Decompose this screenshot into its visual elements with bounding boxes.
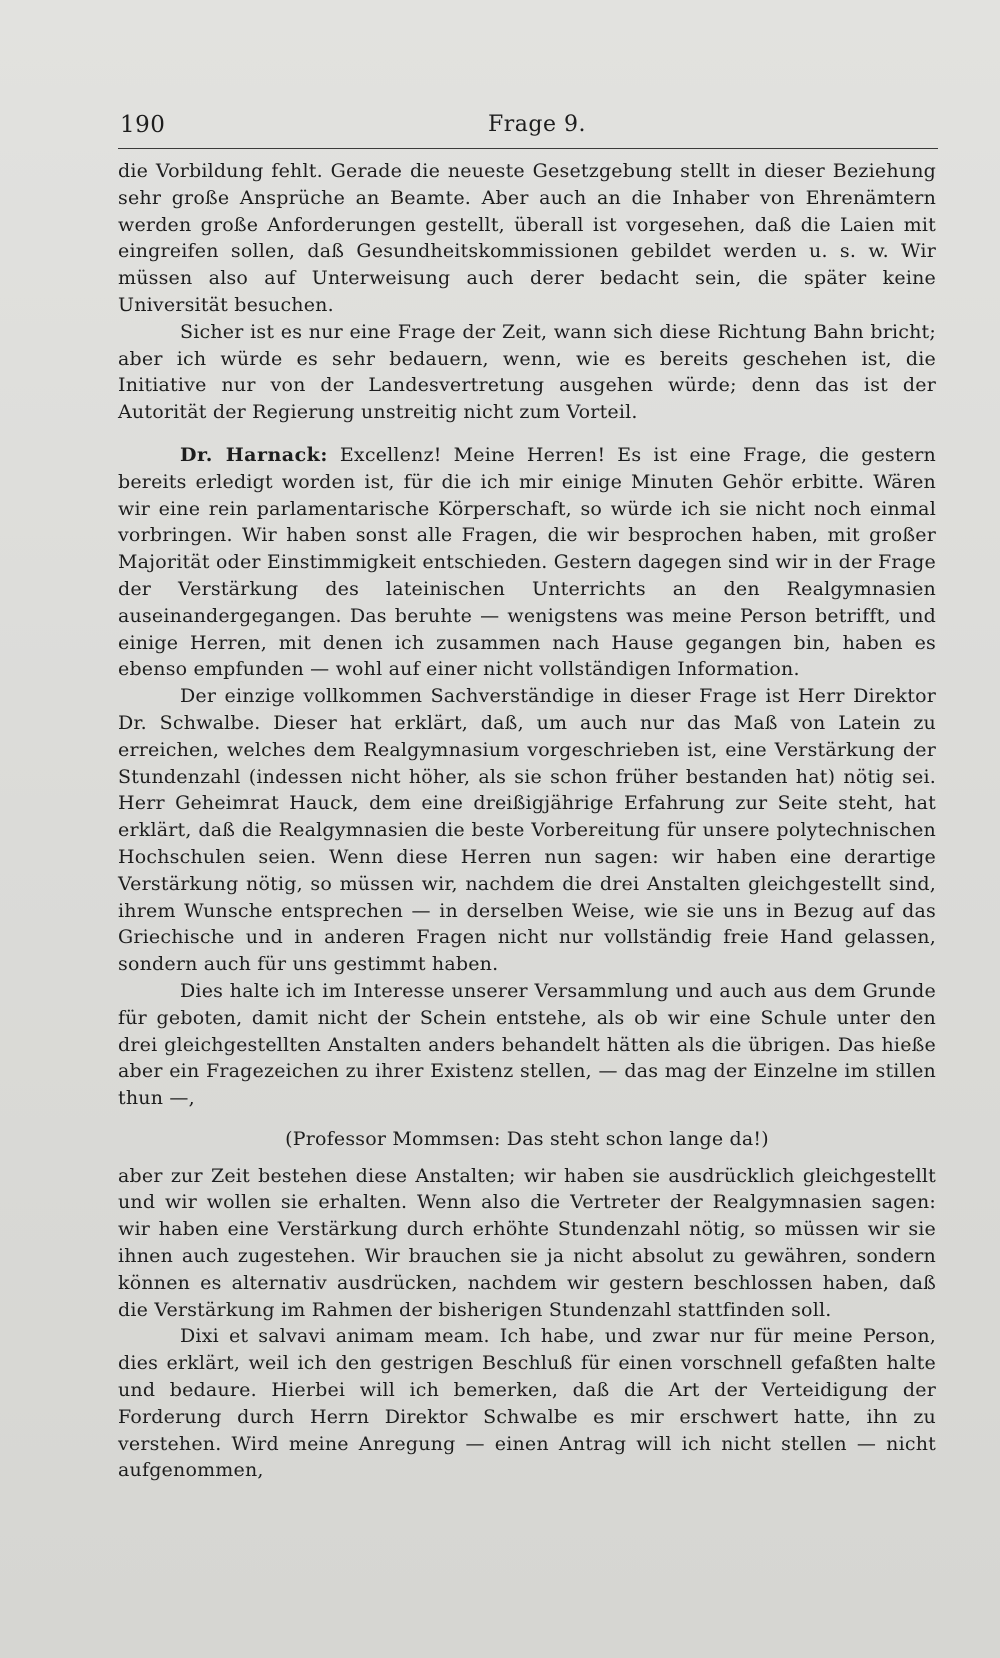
paragraph-1: die Vorbildung fehlt. Gerade die neueste Gesetzgebung stellt in dieser Beziehung sehr große Ansprüche an Beamte. Aber auch an die Inhaber von Ehrenämtern werden große Anforderungen gestellt, überall ist vorgesehen, daß die Laien mit eingreifen sollen, daß Gesundheitskommissionen gebildet werden u. s. w. Wir müssen also auf Unterweisung auch derer bedacht sein, die später keine Universität besuchen. — [118, 160, 936, 316]
body-text — [118, 158, 936, 1484]
paragraph-5: Dies halte ich im Interesse unserer Versammlung und auch aus dem Grunde für geboten, damit nicht der Schein entstehe, als ob wir eine Schule unter den drei gleichgestellten Anstalten anders behandelt hätten als die übrigen. Das hieße aber ein Fragezeichen zu ihrer Existenz stellen, — das mag der Einzelne im stillen thun —, — [118, 979, 936, 1110]
paragraph-7: Dixi et salvavi animam meam. Ich habe, und zwar nur für meine Person, dies erklärt, weil ich den gestrigen Beschluß für einen vorschnell gefaßten halte und bedaure. Hierbei will ich bemerken, daß die Art der Verteidigung der Forderung durch Herrn Direktor Schwalbe es mir erschwert hatte, ihn zu verstehen. Wird meine Anregung — einen Antrag will ich nicht stellen — nicht aufgenommen, — [118, 1325, 936, 1482]
paragraph-4: Der einzige vollkommen Sachverständige in dieser Frage ist Herr Direktor Dr. Schwalbe. Dieser hat erklärt, daß, um auch nur das Maß von Latein zu erreichen, welches dem Realgymnasium vorgeschrieben ist, eine Verstärkung der Stundenzahl (indessen nicht höher, als sie schon früher bestanden hat) nötig sei. Herr Geheimrat Hauck, dem eine dreißigjährige Erfahrung zur Seite steht, hat erklärt, daß die Realgymnasien die beste Vorbereitung für unsere polytechnischen Hochschulen seien. Wenn diese Herren nun sagen: wir haben eine derartige Verstärkung nötig, so müssen wir, nachdem die drei Anstalten gleichgestellt sind, ihrem Wunsche entsprechen — in derselben Weise, wie sie uns in Bezug auf das Griechische und in anderen Fragen nicht nur vollständig freie Hand gelassen, sondern auch für uns gestimmt haben. — [118, 685, 936, 976]
speaker-name: Dr. Harnack: — [180, 443, 328, 466]
interjection: (Professor Mommsen: Das steht schon lange da!) — [285, 1127, 769, 1150]
running-head: Frage 9. — [488, 112, 586, 137]
page-number: 190 — [120, 112, 166, 138]
speaker-paragraph — [118, 442, 936, 683]
paragraph-6: aber zur Zeit bestehen diese Anstalten; wir haben sie ausdrücklich gleichgestellt und wir wollen sie erhalten. Wenn also die Vertreter der Realgymnasien sagen: wir haben eine Verstärkung durch erhöhte Stundenzahl nötig, so müssen wir sie ihnen auch zugestehen. Wir brauchen sie ja nicht absolut zu gewähren, sondern können es alternativ ausdrücken, nachdem wir gestern beschlossen haben, daß die Verstärkung im Rahmen der bisherigen Stundenzahl stattfinden soll. — [118, 1164, 936, 1321]
speaker-paragraph-text: Excellenz! Meine Herren! Es ist eine Frage, die gestern bereits erledigt worden ist, für die ich mir einige Minuten Gehör erbitte. Wären wir eine rein parlamentarische Körperschaft, so würde ich sie nicht noch einmal vorbringen. Wir haben sonst alle Fragen, die wir besprochen haben, mit großer Majorität oder Einstimmigkeit entschieden. Gestern dagegen sind wir in der Frage der Verstärkung des lateinischen Unterrichts an den Realgymnasien auseinandergegangen. Das beruhte — wenigstens was meine Person betrifft, und einige Herren, mit denen ich zusammen nach Hause gegangen bin, haben es ebenso empfunden — wohl auf einer nicht vollständigen Information. — [118, 443, 936, 681]
paragraph-2: Sicher ist es nur eine Frage der Zeit, wann sich diese Richtung Bahn bricht; aber ich würde es sehr bedauern, wenn, wie es bereits geschehen ist, die Initiative nur von der Landesvertretung ausgehen würde; denn das ist der Autorität der Regierung unstreitig nicht zum Vorteil. — [118, 320, 936, 424]
page-header — [118, 108, 938, 149]
